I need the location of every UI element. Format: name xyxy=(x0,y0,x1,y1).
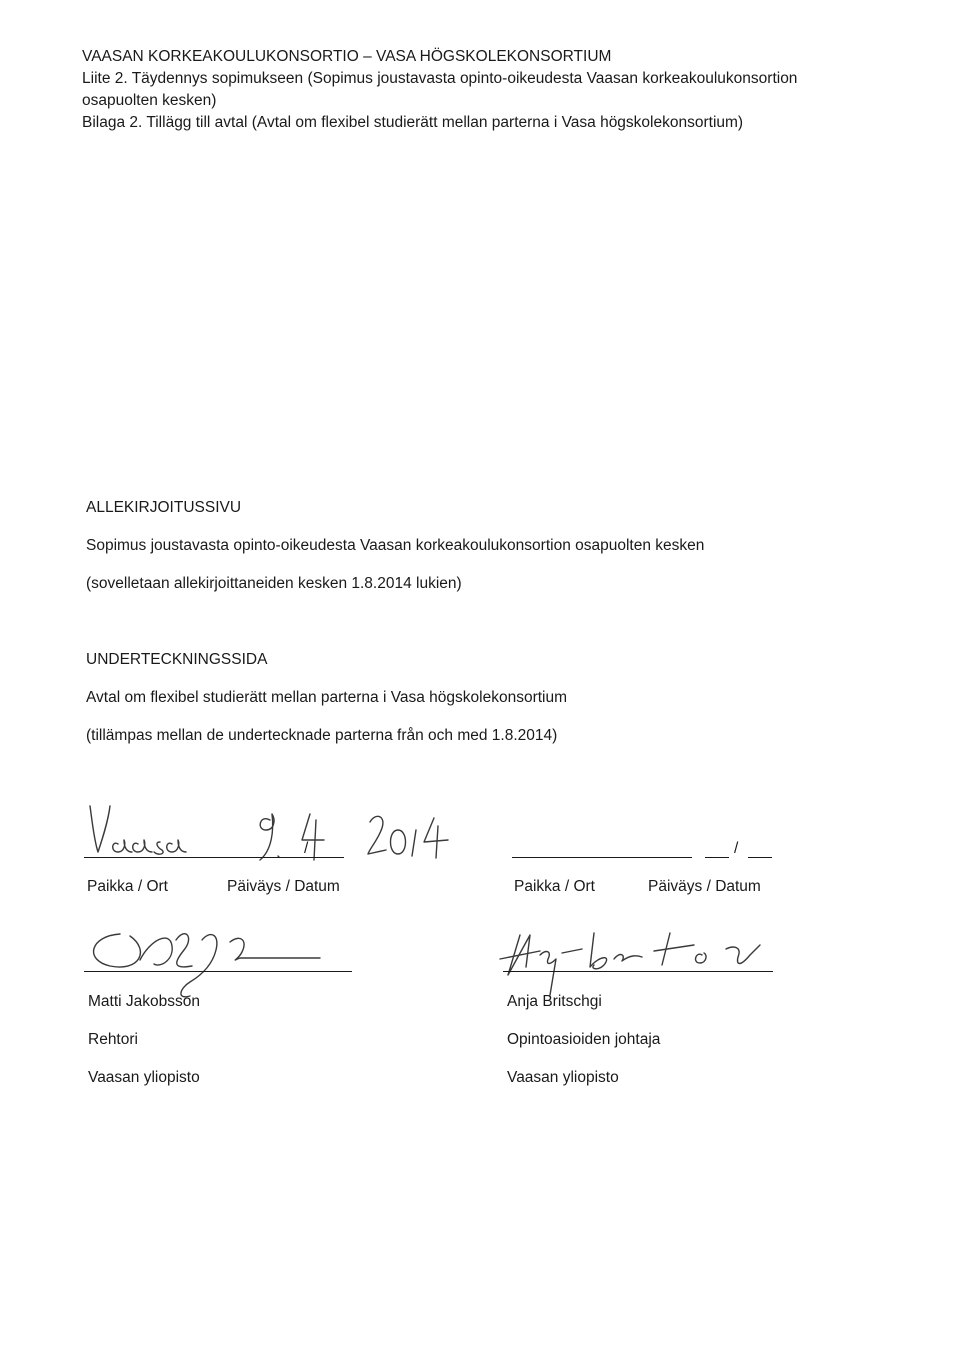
left-signer-title: Rehtori xyxy=(88,1031,138,1048)
left-date-label: Päiväys / Datum xyxy=(227,878,340,895)
right-place-label: Paikka / Ort xyxy=(514,878,595,895)
header-attachment-fi: Liite 2. Täydennys sopimukseen (Sopimus joustavasta opinto-oikeudesta Vaasan korkeakoulukonsortion xyxy=(82,70,798,87)
right-signature-line xyxy=(503,971,773,972)
right-signer-title: Opintoasioiden johtaja xyxy=(507,1031,661,1048)
header-attachment-fi-cont: osapuolten kesken) xyxy=(82,92,217,109)
left-place-label: Paikka / Ort xyxy=(87,878,168,895)
finnish-heading: ALLEKIRJOITUSSIVU xyxy=(86,499,242,516)
swedish-applicability: (tillämpas mellan de undertecknade parterna från och med 1.8.2014) xyxy=(86,727,558,744)
left-signer-org: Vaasan yliopisto xyxy=(88,1069,200,1086)
left-signature-line xyxy=(84,971,352,972)
right-date-line-1 xyxy=(705,857,729,858)
right-date-label: Päiväys / Datum xyxy=(648,878,761,895)
left-date-separator: / xyxy=(304,840,309,857)
header-title: VAASAN KORKEAKOULUKONSORTIO – VASA HÖGSKOLEKONSORTIUM xyxy=(82,48,612,65)
swedish-agreement-title: Avtal om flexibel studierätt mellan parterna i Vasa högskolekonsortium xyxy=(86,689,568,706)
finnish-agreement-title: Sopimus joustavasta opinto-oikeudesta Vaasan korkeakoulukonsortion osapuolten kesken xyxy=(86,537,705,554)
finnish-applicability: (sovelletaan allekirjoittaneiden kesken 1.8.2014 lukien) xyxy=(86,575,462,592)
header-attachment-sv: Bilaga 2. Tillägg till avtal (Avtal om flexibel studierätt mellan parterna i Vasa högskolekonsortium) xyxy=(82,114,744,131)
right-signer-org: Vaasan yliopisto xyxy=(507,1069,619,1086)
handwriting-place-date-image xyxy=(80,800,460,870)
right-signature xyxy=(490,915,780,1005)
signature-anja-image xyxy=(490,915,780,1005)
right-date-separator: / xyxy=(734,840,739,857)
left-signer-name: Matti Jakobsson xyxy=(88,993,200,1010)
right-place-line xyxy=(512,857,692,858)
swedish-heading: UNDERTECKNINGSSIDA xyxy=(86,651,268,668)
left-place-date-handwritten xyxy=(80,800,460,870)
right-date-line-2 xyxy=(748,857,772,858)
right-signer-name: Anja Britschgi xyxy=(507,993,602,1010)
